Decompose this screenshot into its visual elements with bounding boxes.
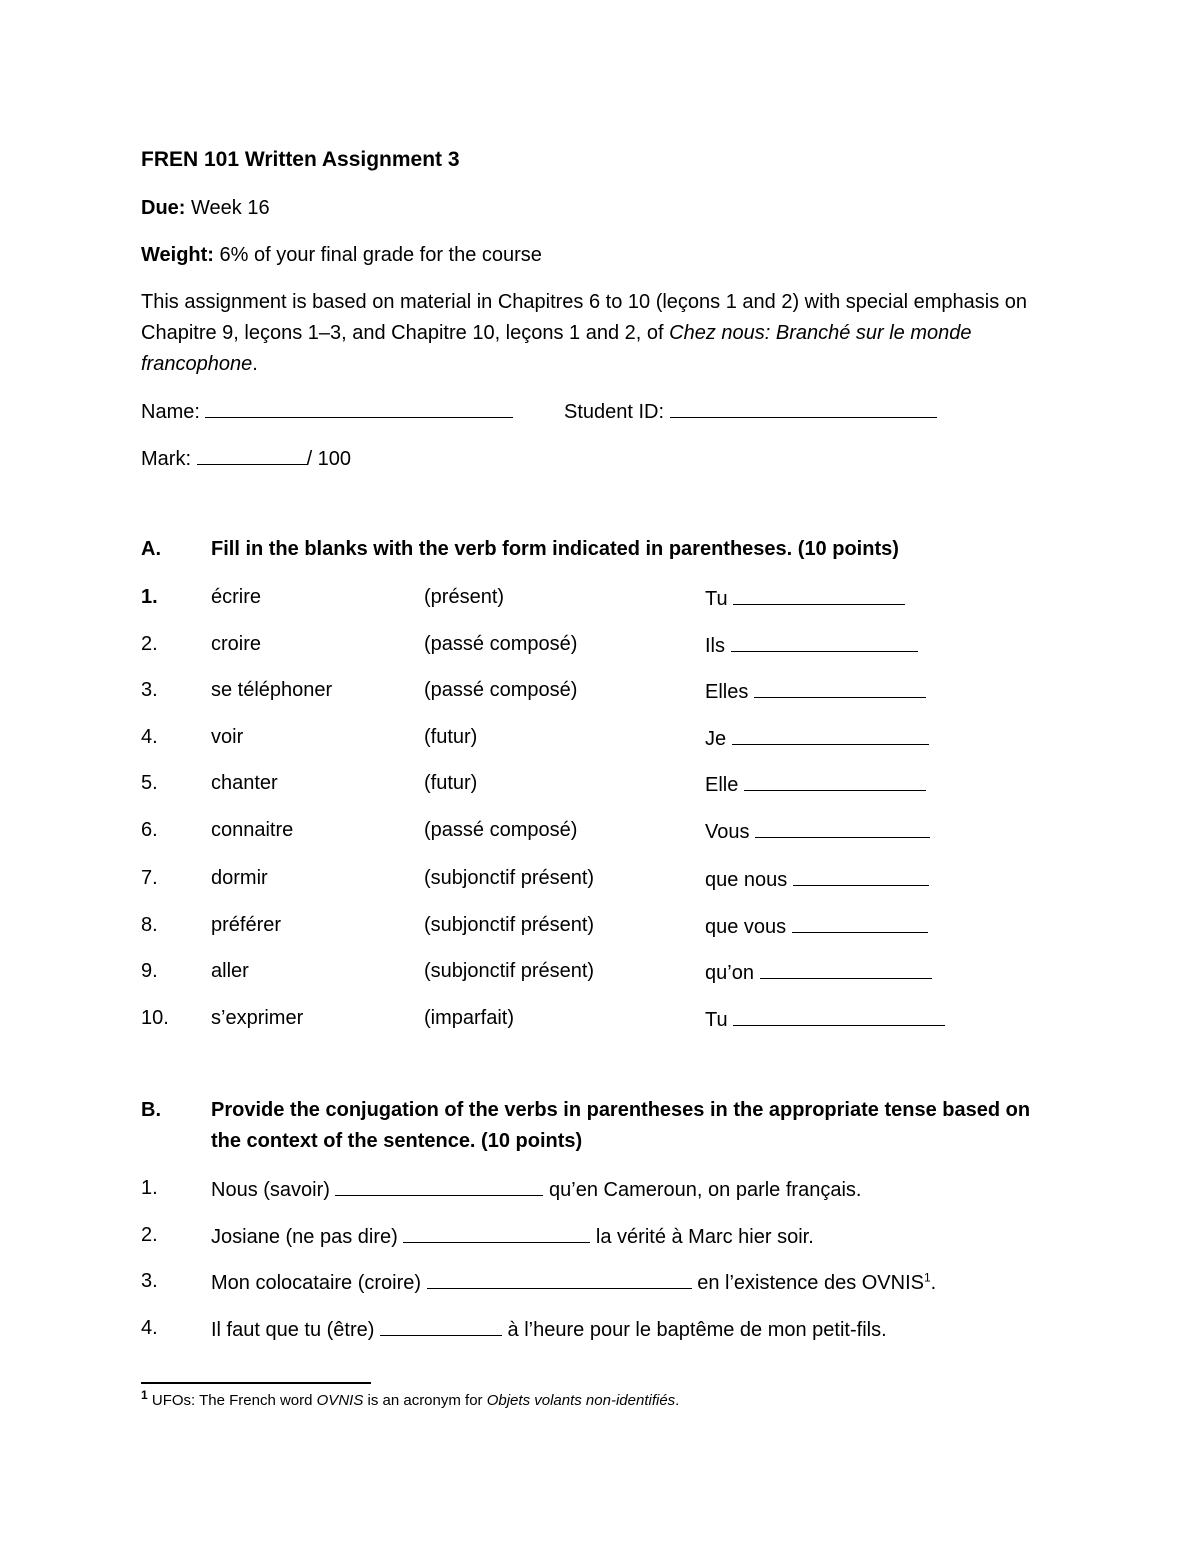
item-number: 3. [141, 1270, 158, 1292]
section-b-letter: B. [141, 1099, 161, 1121]
item-tense: (subjonctif présent) [424, 960, 595, 982]
sentence-tail: . [930, 1272, 937, 1294]
item-answer [705, 1006, 945, 1032]
item-answer [705, 818, 930, 844]
sentence-start: Nous (savoir) [211, 1179, 330, 1201]
answer-blank[interactable] [760, 959, 932, 979]
sentence-end: en l’existence des OVNIS [697, 1272, 924, 1294]
item-number: 5. [141, 772, 158, 794]
item-tense: (subjonctif présent) [424, 914, 595, 936]
item-answer [705, 585, 905, 611]
item-subject: Vous [705, 821, 750, 843]
item-verb: s’exprimer [211, 1007, 304, 1029]
item-subject: Je [705, 728, 727, 750]
student-id-field-row [564, 398, 937, 424]
sentence-end: la vérité à Marc hier soir. [595, 1226, 814, 1248]
item-tense: (imparfait) [424, 1007, 515, 1029]
footnote-term: OVNIS [316, 1392, 364, 1409]
item-number: 2. [141, 1224, 158, 1246]
item-verb: connaitre [211, 819, 294, 841]
answer-blank[interactable] [732, 725, 929, 745]
item-answer [705, 866, 929, 892]
item-verb: chanter [211, 772, 278, 794]
name-label: Name: [141, 401, 200, 423]
item-subject: qu’on [705, 962, 754, 984]
due-line [141, 196, 270, 220]
answer-blank[interactable] [380, 1316, 502, 1336]
answer-blank[interactable] [733, 1006, 945, 1026]
item-number: 6. [141, 819, 158, 841]
item-number: 4. [141, 726, 158, 748]
answer-blank[interactable] [754, 678, 926, 698]
item-sentence [211, 1269, 936, 1295]
student-id-label: Student ID: [564, 401, 665, 423]
item-sentence [211, 1176, 861, 1202]
footnote-separator [141, 1382, 371, 1384]
answer-blank[interactable] [427, 1269, 692, 1289]
intro-text: This assignment is based on material in Chapitres 6 to 10 (leçons 1 and 2) with special emphasis on Chapitre 9, leçons 1–3, and Chapitre 10, leçons 1 and 2, of [141, 291, 1028, 344]
item-number: 10. [141, 1007, 169, 1029]
answer-blank[interactable] [733, 585, 905, 605]
answer-blank[interactable] [792, 913, 928, 933]
item-verb: se téléphoner [211, 679, 333, 701]
item-answer [705, 913, 928, 939]
item-tense: (futur) [424, 726, 478, 748]
item-verb: écrire [211, 586, 262, 608]
item-verb: préférer [211, 914, 282, 936]
footnote-marker: 1 [141, 1388, 148, 1402]
item-subject: Tu [705, 1009, 728, 1031]
item-subject: que nous [705, 869, 788, 891]
item-tense: (présent) [424, 586, 505, 608]
mark-field-row [141, 445, 351, 471]
item-answer [705, 678, 926, 704]
due-value: Week 16 [191, 197, 270, 219]
footnote-expansion: Objets volants non-identifiés [486, 1392, 676, 1409]
section-a-letter: A. [141, 538, 161, 560]
section-b-instruction-line2: the context of the sentence. (10 points) [211, 1130, 583, 1152]
item-number: 8. [141, 914, 158, 936]
sentence-start: Il faut que tu (être) [211, 1319, 375, 1341]
name-field-row [141, 398, 513, 424]
item-number: 1. [141, 1177, 158, 1199]
item-tense: (passé composé) [424, 819, 578, 841]
section-b-instruction-line1: Provide the conjugation of the verbs in parentheses in the appropriate tense based on [211, 1099, 1031, 1121]
item-number: 1. [141, 586, 158, 608]
footnote-text-b: is an acronym for [363, 1392, 487, 1409]
item-number: 7. [141, 867, 158, 889]
item-subject: Tu [705, 588, 728, 610]
page-title: FREN 101 Written Assignment 3 [141, 148, 460, 171]
item-subject: Ils [705, 635, 725, 657]
answer-blank[interactable] [731, 632, 918, 652]
item-tense: (passé composé) [424, 679, 578, 701]
sentence-end: à l’heure pour le baptême de mon petit-fils. [507, 1319, 887, 1341]
mark-blank[interactable] [197, 445, 307, 465]
weight-label: Weight: [141, 244, 214, 266]
footnote-end: . [675, 1392, 680, 1409]
item-number: 2. [141, 633, 158, 655]
item-subject: que vous [705, 916, 787, 938]
item-verb: voir [211, 726, 244, 748]
student-id-blank[interactable] [670, 398, 937, 418]
mark-label: Mark: [141, 448, 191, 470]
footnote [141, 1388, 680, 1411]
item-verb: aller [211, 960, 249, 982]
section-a-instruction: Fill in the blanks with the verb form indicated in parentheses. (10 points) [211, 538, 899, 560]
item-verb: dormir [211, 867, 268, 889]
item-answer [705, 725, 929, 751]
sentence-start: Mon colocataire (croire) [211, 1272, 422, 1294]
answer-blank[interactable] [335, 1176, 543, 1196]
item-answer [705, 632, 918, 658]
item-number: 4. [141, 1317, 158, 1339]
answer-blank[interactable] [793, 866, 929, 886]
name-blank[interactable] [205, 398, 513, 418]
intro-paragraph [141, 287, 1066, 380]
item-subject: Elles [705, 681, 749, 703]
footnote-ref[interactable]: 1 [923, 1270, 931, 1285]
sentence-start: Josiane (ne pas dire) [211, 1226, 398, 1248]
book-title: Chez nous: Branché sur le monde francophone [141, 322, 972, 375]
sentence-end: qu’en Cameroun, on parle français. [549, 1179, 862, 1201]
item-answer [705, 771, 926, 797]
item-number: 3. [141, 679, 158, 701]
item-subject: Elle [705, 774, 739, 796]
answer-blank[interactable] [744, 771, 926, 791]
item-verb: croire [211, 633, 262, 655]
due-label: Due: [141, 197, 186, 219]
mark-total: / 100 [306, 448, 352, 470]
item-sentence [211, 1316, 887, 1342]
answer-blank[interactable] [755, 818, 930, 838]
intro-end: . [252, 353, 258, 375]
answer-blank[interactable] [403, 1223, 590, 1243]
item-sentence [211, 1223, 814, 1249]
item-number: 9. [141, 960, 158, 982]
weight-value: 6% of your final grade for the course [219, 244, 542, 266]
footnote-text-a: UFOs: The French word [151, 1392, 317, 1409]
weight-line [141, 243, 542, 267]
item-tense: (futur) [424, 772, 478, 794]
item-tense: (subjonctif présent) [424, 867, 595, 889]
item-answer [705, 959, 932, 985]
item-tense: (passé composé) [424, 633, 578, 655]
